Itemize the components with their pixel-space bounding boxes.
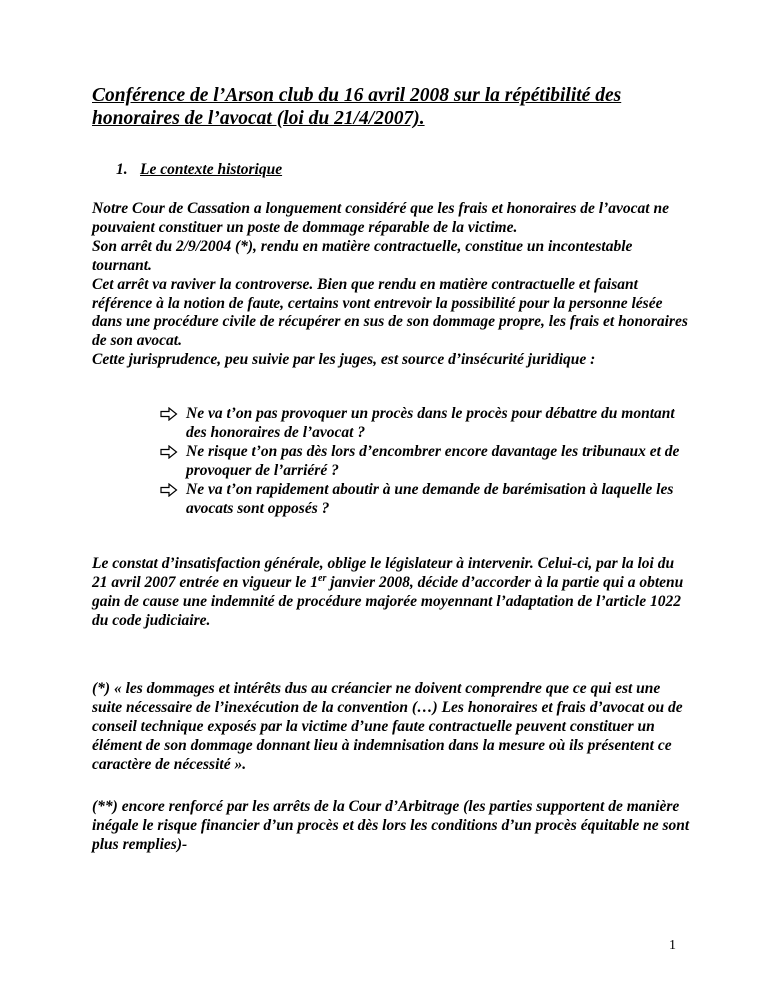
question-list <box>157 405 692 518</box>
ordinal-superscript: er <box>318 572 327 584</box>
conclusion-paragraph <box>92 555 692 631</box>
list-item <box>157 443 692 481</box>
list-item-text: Ne va t’on pas provoquer un procès dans le procès pour débattre du montant des honoraires de l’avocat ? <box>186 405 675 441</box>
section-number: 1. <box>116 161 128 178</box>
intro-paragraph <box>92 200 692 370</box>
conclusion-text-end: janvier 2008, décide d’accorder à la partie qui a obtenu gain de cause une indemnité de procédure majorée moyennant l’adaptation de l’article 1022 du code judiciaire. <box>92 573 684 629</box>
intro-line: Cette jurisprudence, peu suivie par les juges, est source d’insécurité juridique : <box>92 351 596 369</box>
intro-line: Cet arrêt va raviver la controverse. Bien que rendu en matière contractuelle et faisant référence à la notion de faute, certains vont entrevoir la possibilité pour la personne lésée dans une procédure civile de récupérer en sus de son dommage propre, les frais et honoraires de son avocat. <box>92 275 688 350</box>
intro-line: Son arrêt du 2/9/2004 (*), rendu en matière contractuelle, constitue un incontestable tournant. <box>92 237 633 274</box>
list-item <box>157 405 692 443</box>
conclusion-text-start: Le constat d’insatisfaction générale, oblige le législateur à intervenir. Celui-ci, par la loi du 21 avril 2007 entrée en vigueur le 1 <box>92 555 675 591</box>
list-item <box>157 481 692 519</box>
page-number: 1 <box>669 938 676 953</box>
list-item-text: Ne risque t’on pas dès lors d’encombrer encore davantage les tribunaux et de provoquer de l’arriéré ? <box>186 442 680 479</box>
outline-right-arrow-icon <box>160 445 178 459</box>
section-heading <box>116 160 282 179</box>
outline-right-arrow-icon <box>160 407 178 421</box>
document-title: Conférence de l’Arson club du 16 avril 2008 sur la répétibilité des honoraires de l’avocat (loi du 21/4/2007). <box>92 85 622 129</box>
footnote-2: (**) encore renforcé par les arrêts de la Cour d’Arbitrage (les parties supportent de manière inégale le risque financier d’un procès et dès lors les conditions d’un procès équitable ne sont plus remplies)- <box>92 798 690 853</box>
list-item-text: Ne va t’on rapidement aboutir à une demande de barémisation à laquelle les avocats sont opposés ? <box>186 480 674 517</box>
intro-line: Notre Cour de Cassation a longuement considéré que les frais et honoraires de l’avocat ne pouvaient constituer un poste de dommage réparable de la victime. <box>92 200 669 236</box>
section-label: Le contexte historique <box>140 161 283 178</box>
outline-right-arrow-icon <box>160 483 178 497</box>
footnote-1: (*) « les dommages et intérêts dus au créancier ne doivent comprendre que ce qui est une suite nécessaire de l’inexécution de la convention (…) Les honoraires et frais d’avocat ou de conseil technique exposés par la victime d’une faute contractuelle peuvent constituer un élément de son dommage donnant lieu à indemnisation dans la mesure où ils présentent ce caractère de nécessité ». <box>92 680 683 773</box>
